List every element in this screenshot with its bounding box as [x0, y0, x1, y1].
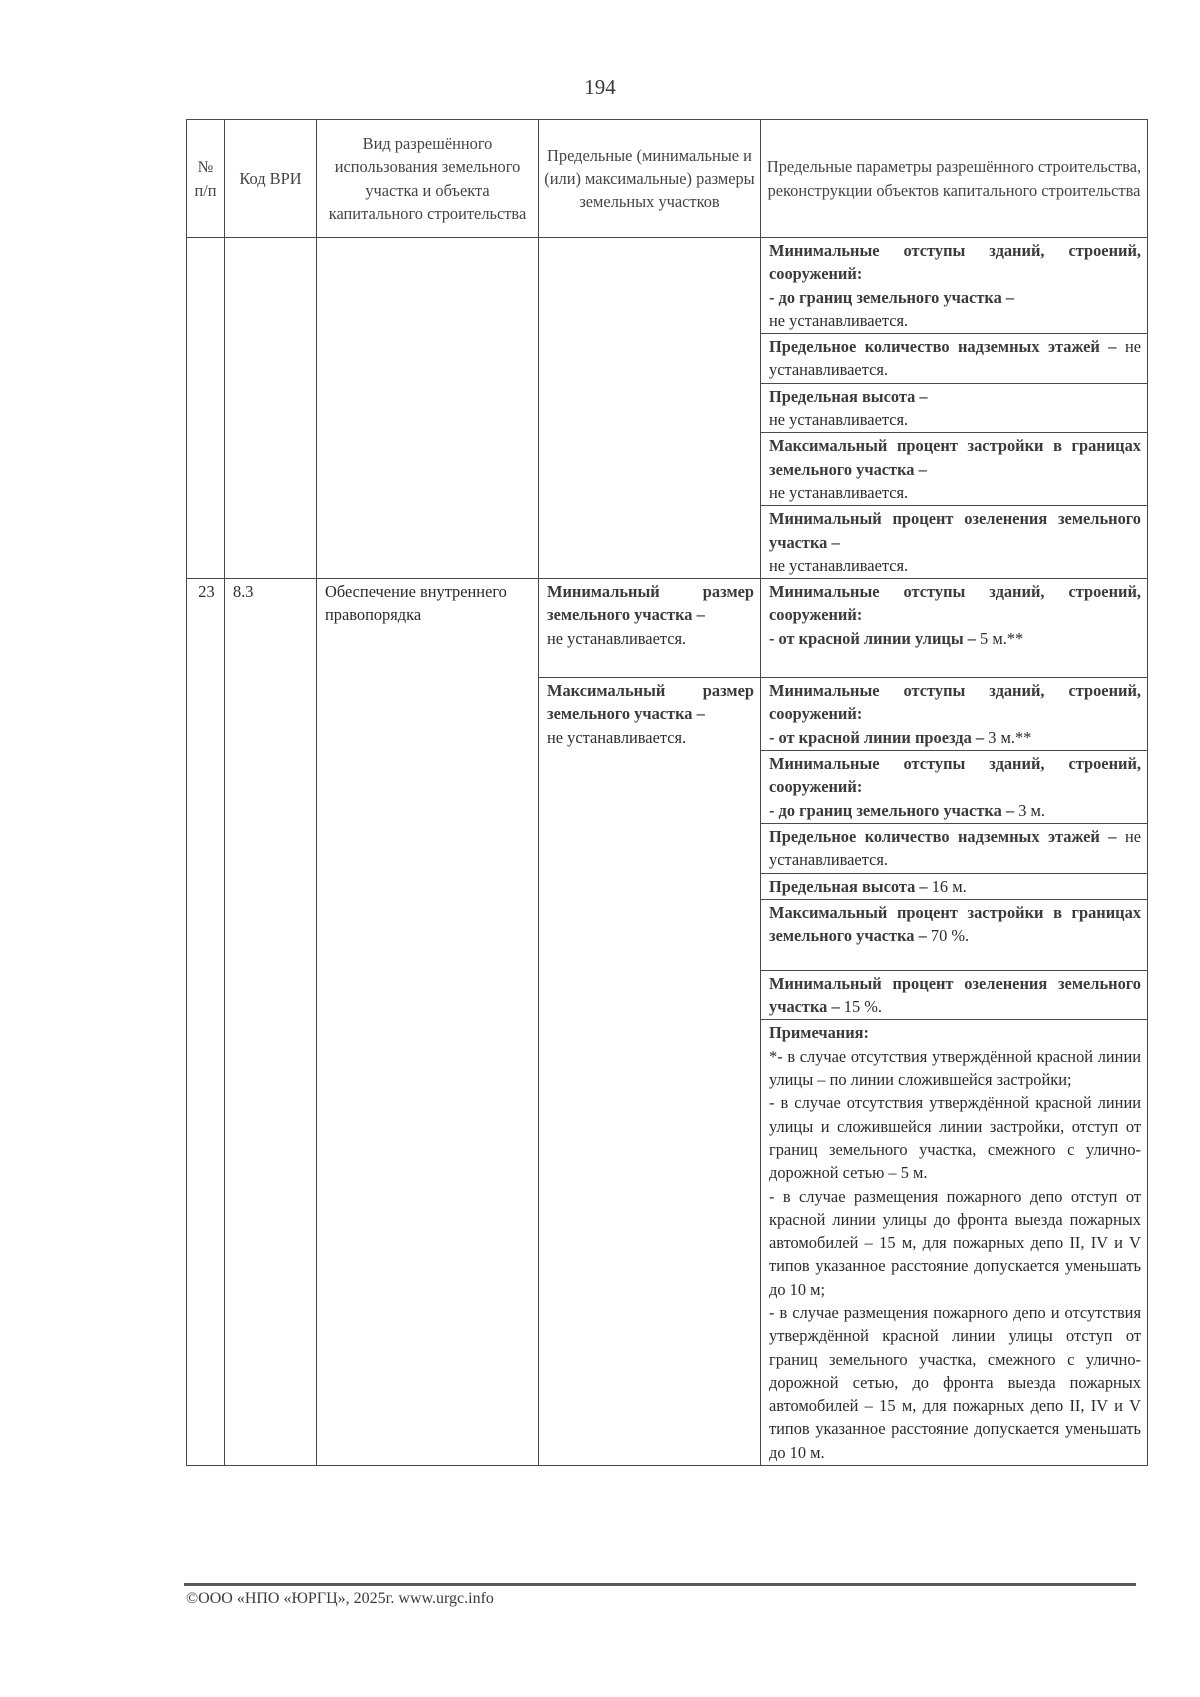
- header-code: Код ВРИ: [225, 120, 317, 238]
- cell-min-size: [539, 579, 761, 678]
- param-greenery: [761, 970, 1148, 1020]
- size-value: не устанавливается.: [547, 628, 687, 648]
- regulations-table: [186, 119, 1148, 1466]
- cell-empty: [187, 238, 225, 579]
- note-item: - в случае отсутствия утверждённой красной линии улицы и сложившейся линии застройки, отступ от границ земельного участка, смежного с улично-дорожной сетью – 5 м.: [769, 1093, 1141, 1183]
- cell-max-size: [539, 678, 761, 1466]
- param-coverage: [761, 433, 1148, 506]
- param-floors: [761, 334, 1148, 384]
- param-label: Минимальный процент озеленения земельного участка –: [769, 509, 1141, 552]
- param-label: Максимальный процент застройки в границах земельного участка –: [769, 436, 1141, 479]
- size-value: не устанавливается.: [547, 727, 687, 747]
- param-label: Минимальные отступы зданий, строений, сооружений:: [769, 754, 1141, 797]
- param-label: Минимальный процент озеленения земельного участка –: [769, 973, 1141, 1017]
- param-height: [761, 873, 1148, 899]
- param-value: 15 %.: [843, 997, 883, 1017]
- header-plot-sizes: Предельные (минимальные и (или) максимальные) размеры земельных участков: [539, 120, 761, 238]
- table-row: [187, 238, 1148, 334]
- param-label: Предельная высота –: [769, 386, 928, 406]
- param-setback-street: [761, 579, 1148, 678]
- param-value: не устанавливается.: [769, 337, 1141, 380]
- param-value: не устанавливается.: [769, 410, 909, 430]
- header-parameters: Предельные параметры разрешённого строительства, реконструкции объектов капитального строительства: [761, 120, 1148, 238]
- param-label: Максимальный процент застройки в границах земельного участка –: [769, 902, 1141, 946]
- param-value: 3 м.: [1018, 800, 1045, 820]
- param-height: [761, 383, 1148, 433]
- param-label: - от красной линии улицы –: [769, 628, 976, 648]
- cell-empty: [539, 238, 761, 579]
- param-value: не устанавливается.: [769, 310, 909, 330]
- size-label: Минимальный размер земельного участка –: [547, 582, 754, 625]
- param-value: 5 м.**: [980, 628, 1024, 648]
- param-setback-driveway: [761, 678, 1148, 751]
- param-value: не устанавливается.: [769, 555, 909, 575]
- cell-empty: [225, 238, 317, 579]
- param-floors: [761, 823, 1148, 873]
- param-value: не устанавливается.: [769, 482, 909, 502]
- param-setbacks: [761, 238, 1148, 334]
- cell-use-type: Обеспечение внутреннего правопорядка: [317, 579, 539, 1466]
- page-number: 194: [584, 75, 616, 99]
- header-number: № п/п: [187, 120, 225, 238]
- param-label: Предельная высота –: [769, 876, 928, 896]
- param-label: Предельное количество надземных этажей –: [769, 826, 1117, 846]
- note-item: *- в случае отсутствия утверждённой красной линии улицы – по линии сложившейся застройки;: [769, 1046, 1141, 1090]
- param-notes: [761, 1020, 1148, 1466]
- param-label: Предельное количество надземных этажей –: [769, 337, 1117, 357]
- param-label: Минимальные отступы зданий, строений, сооружений:: [769, 582, 1141, 625]
- cell-empty: [317, 238, 539, 579]
- table-header-row: [187, 120, 1148, 238]
- param-value: не устанавливается.: [769, 826, 1141, 870]
- param-label: - до границ земельного участка –: [769, 287, 1015, 307]
- note-item: - в случае размещения пожарного депо и отсутствия утверждённой красной линии улицы отступ от границ земельного участка, смежного с улично-дорожной сетью, до фронта выезда пожарных автомобилей – 15 м, для пожарных депо II, IV и V типов указанное расстояние допускается уменьшать до 10 м.: [769, 1302, 1141, 1462]
- footer-copyright: ©ООО «НПО «ЮРГЦ», 2025г. www.urgc.info: [186, 1590, 494, 1607]
- param-label: - от красной линии проезда –: [769, 727, 985, 747]
- param-value: 3 м.**: [988, 727, 1032, 747]
- table-row: [187, 579, 1148, 678]
- param-label: - до границ земельного участка –: [769, 800, 1015, 820]
- notes-title: Примечания:: [769, 1023, 869, 1043]
- param-coverage: [761, 899, 1148, 970]
- param-setback-boundary: [761, 751, 1148, 824]
- size-label: Максимальный размер земельного участка –: [547, 681, 754, 724]
- param-value: 70 %.: [930, 926, 970, 946]
- param-label: Минимальные отступы зданий, строений, сооружений:: [769, 681, 1141, 724]
- param-value: 16 м.: [931, 876, 967, 896]
- cell-row-number: 23: [187, 579, 225, 1466]
- param-label: Минимальные отступы зданий, строений, сооружений:: [769, 241, 1141, 284]
- header-use-type: Вид разрешённого использования земельного участка и объекта капитального строительства: [317, 120, 539, 238]
- param-greenery: [761, 506, 1148, 579]
- note-item: - в случае размещения пожарного депо отступ от красной линии улицы до фронта выезда пожарных автомобилей – 15 м, для пожарных депо II, IV и V типов указанное расстояние допускается уменьшать до 10 м;: [769, 1186, 1141, 1299]
- cell-code: 8.3: [225, 579, 317, 1466]
- footer-divider: [184, 1583, 1136, 1586]
